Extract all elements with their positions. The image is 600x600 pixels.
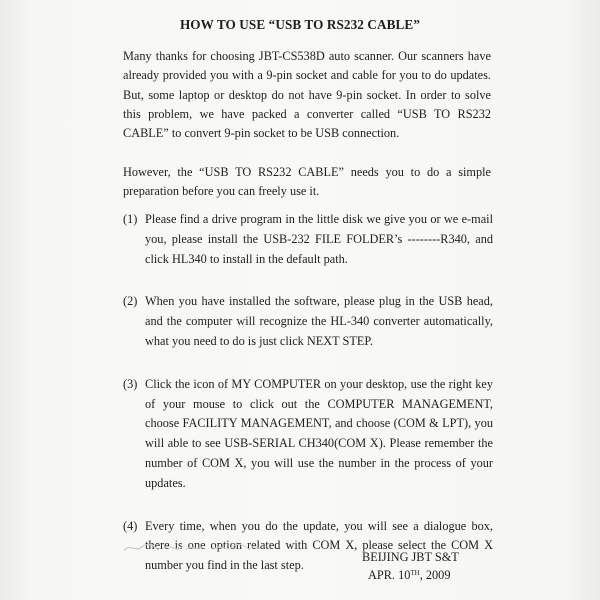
faded-handwriting-mark xyxy=(122,541,262,555)
date-ordinal: TH xyxy=(410,568,420,577)
step-number: (4) xyxy=(123,518,138,533)
step-number: (2) xyxy=(123,294,138,309)
date-year: , 2009 xyxy=(419,567,451,582)
step-number: (1) xyxy=(123,212,138,226)
step-text: Click the icon of MY COMPUTER on your desktop, use the right key of your mouse to click out the COMPUTER MANAGEMENT, choose FACILITY MANAGEMENT, and choose (COM & LPT), you will able to see USB-SERIAL CH340(COM X). Please remember the number of COM X, you will use the number in the process of your updates. xyxy=(145,376,493,490)
steps-list xyxy=(123,210,493,576)
intro-section xyxy=(123,47,491,201)
intro-paragraph-2: However, the “USB TO RS232 CABLE” needs you to do a simple preparation before you can freely use it. xyxy=(123,164,491,199)
document-title: HOW TO USE “USB TO RS232 CABLE” xyxy=(179,17,421,32)
signature-company: BEIJING JBT S&T xyxy=(362,550,459,564)
intro-paragraph-1: Many thanks for choosing JBT-CS538D auto scanner. Our scanners have already provided you with a 9-pin socket and cable for you to do updates. But, some laptop or desktop do not have 9-pin socket. In order to solve this problem, we have packed a converter called “USB TO RS232 CABLE” to convert 9-pin socket to be USB connection. xyxy=(123,49,491,141)
step-2 xyxy=(123,292,493,351)
step-1 xyxy=(123,210,493,269)
step-text: Every time, when you do the update, you will see a dialogue box, there is one option related with COM X, please select the COM X number you find in the last step. xyxy=(145,518,493,573)
step-text: Please find a drive program in the little disk we give you or we e-mail you, please install the USB-232 FILE FOLDER’s --------R340, and click HL340 to install in the default path. xyxy=(145,212,493,266)
date-day: APR. 10 xyxy=(368,567,411,582)
step-number: (3) xyxy=(123,376,138,391)
signature-block xyxy=(362,549,502,584)
step-text: When you have installed the software, please plug in the USB head, and the computer will recognize the HL-340 converter automatically, what you need to do is just click NEXT STEP. xyxy=(145,294,493,348)
step-3 xyxy=(123,375,493,494)
signature-date xyxy=(362,567,502,585)
